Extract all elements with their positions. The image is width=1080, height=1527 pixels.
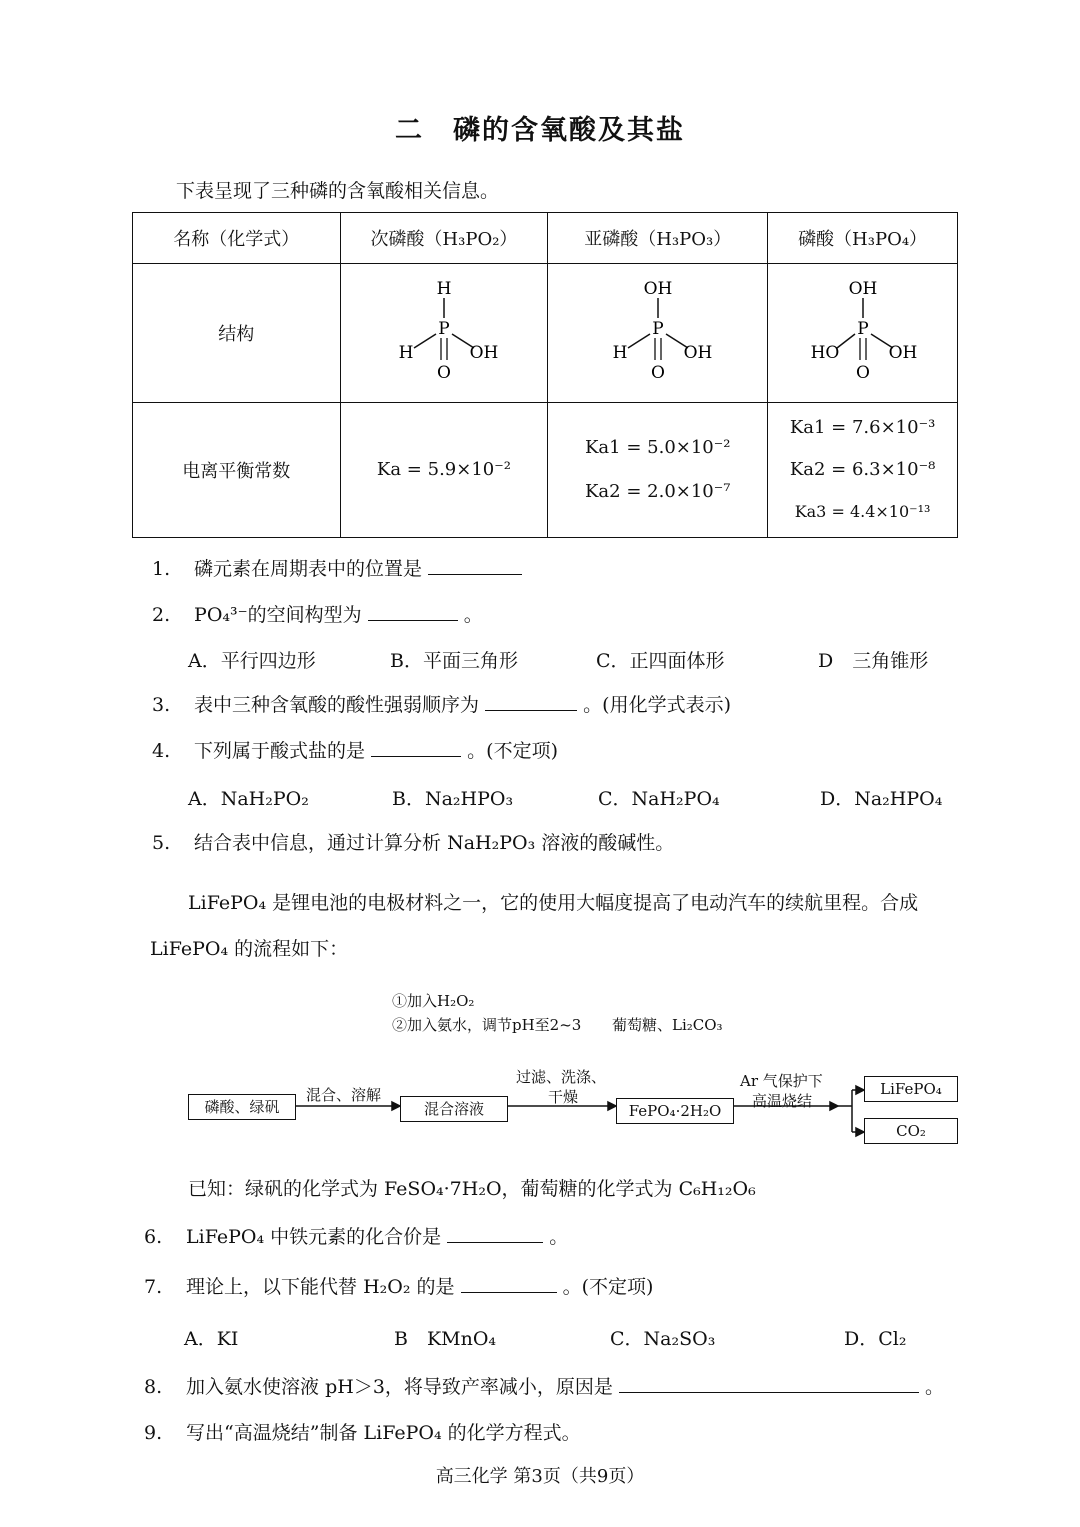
question-5 (152, 828, 674, 855)
answer-blank[interactable] (447, 1224, 543, 1243)
question-number: 8. (144, 1376, 163, 1398)
q4-option-b[interactable]: B．Na₂HPO₃ (392, 788, 514, 810)
question-text-end: 。 (925, 1376, 945, 1398)
q7-option-c[interactable]: C．Na₂SO₃ (610, 1328, 716, 1350)
header-h3po2: 次磷酸（H₃PO₂） (340, 213, 548, 264)
constant-h3po2 (340, 403, 548, 538)
question-text: 理论上，以下能代替 H₂O₂ 的是 (186, 1276, 455, 1298)
acid-info-table (132, 212, 958, 538)
ka1-value: Ka1 = 5.0×10⁻² (584, 437, 731, 458)
passage-line-2: LiFePO₄ 的流程如下： (150, 938, 349, 960)
box-co2: CO₂ (864, 1118, 958, 1144)
atom-center: P (652, 318, 664, 339)
question-number: 9. (144, 1422, 163, 1444)
answer-blank[interactable] (371, 738, 461, 757)
question-text-end: 。 (463, 604, 483, 626)
table-structure-row (133, 264, 958, 403)
atom-bottom: O (650, 362, 665, 383)
h3po4-structure-diagram (793, 276, 933, 386)
structure-h3po4 (768, 264, 958, 403)
passage-line-1: LiFePO₄ 是锂电池的电极材料之一，它的使用大幅度提高了电动汽车的续航里程。合成 (188, 892, 919, 914)
question-text: 写出“高温烧结”制备 LiFePO₄ 的化学方程式。 (186, 1422, 581, 1444)
q7-option-b[interactable]: B KMnO₄ (394, 1328, 497, 1350)
section-title: 二 磷的含氧酸及其盐 (395, 115, 685, 146)
question-number: 4. (152, 740, 171, 762)
q4-option-d[interactable]: D．Na₂HPO₄ (820, 788, 943, 810)
q2-option-c[interactable]: C．正四面体形 (596, 650, 725, 672)
answer-blank[interactable] (428, 556, 522, 575)
question-number: 1. (152, 558, 171, 580)
arrow-label-sinter: 高温烧结 (752, 1092, 813, 1110)
ka3-value: Ka3 = 4.4×10⁻¹³ (794, 502, 931, 521)
q7-option-a[interactable]: A．KI (184, 1328, 239, 1350)
q2-option-a[interactable]: A．平行四边形 (188, 650, 316, 672)
structure-label: 结构 (133, 264, 341, 403)
ka-value: Ka = 5.9×10⁻² (376, 459, 511, 480)
atom-bottom: O (436, 362, 451, 383)
arrow-label-ar: Ar 气保护下 (740, 1072, 823, 1090)
question-text: 加入氨水使溶液 pH＞3，将导致产率减小，原因是 (186, 1376, 613, 1398)
atom-right: OH (683, 342, 713, 363)
box-lifepo4: LiFePO₄ (864, 1076, 958, 1102)
question-text: 下列属于酸式盐的是 (194, 740, 366, 762)
question-number: 5. (152, 832, 171, 854)
question-7 (144, 1272, 653, 1299)
q2-option-d[interactable]: D 三角锥形 (818, 650, 929, 672)
atom-top: OH (643, 278, 673, 299)
atom-left: HO (810, 342, 839, 363)
question-text: 磷元素在周期表中的位置是 (194, 558, 423, 580)
atom-left: H (612, 342, 628, 363)
h3po3-structure-diagram (588, 276, 728, 386)
question-text-end: 。(不定项) (467, 740, 558, 762)
constant-h3po4 (768, 403, 958, 538)
header-name: 名称（化学式） (133, 213, 341, 264)
question-text: 表中三种含氧酸的酸性强弱顺序为 (194, 694, 480, 716)
atom-top: H (436, 278, 452, 299)
known-info: 已知：绿矾的化学式为 FeSO₄·7H₂O，葡萄糖的化学式为 C₆H₁₂O₆ (188, 1178, 756, 1200)
question-text-end: 。(不定项) (562, 1276, 654, 1298)
intro-text: 下表呈现了三种磷的含氧酸相关信息。 (176, 180, 500, 202)
box-fepo4: FePO₄·2H₂O (616, 1098, 734, 1124)
structure-h3po3 (548, 264, 768, 403)
question-6 (144, 1222, 568, 1249)
q4-option-c[interactable]: C．NaH₂PO₄ (598, 788, 720, 810)
ka2-value: Ka2 = 2.0×10⁻⁷ (584, 481, 731, 502)
condition-2: 葡萄糖、Li₂CO₃ (612, 1016, 723, 1034)
question-1 (152, 554, 522, 581)
header-h3po3: 亚磷酸（H₃PO₃） (548, 213, 768, 264)
question-text: PO₄³⁻的空间构型为 (194, 604, 362, 626)
question-text-end: 。(用化学式表示) (583, 694, 731, 716)
atom-top: OH (848, 278, 877, 299)
condition-1a: ①加入H₂O₂ (392, 992, 475, 1010)
q4-option-a[interactable]: A．NaH₂PO₂ (188, 788, 309, 810)
question-text-end: 。 (549, 1226, 569, 1248)
question-number: 2. (152, 604, 171, 626)
h3po2-structure-diagram (374, 276, 514, 386)
question-8 (144, 1372, 944, 1399)
box-mixed-solution: 混合溶液 (400, 1096, 508, 1122)
answer-blank[interactable] (619, 1374, 919, 1393)
atom-center: P (856, 318, 869, 339)
box-raw-materials: 磷酸、绿矾 (188, 1094, 296, 1120)
atom-bottom: O (855, 362, 870, 383)
ka1-value: Ka1 = 7.6×10⁻³ (789, 417, 936, 438)
table-constant-row (133, 403, 958, 538)
constant-label: 电离平衡常数 (133, 403, 341, 538)
question-number: 7. (144, 1276, 163, 1298)
answer-blank[interactable] (368, 602, 458, 621)
question-number: 3. (152, 694, 171, 716)
atom-left: H (398, 342, 414, 363)
table-header-row (133, 213, 958, 264)
answer-blank[interactable] (485, 692, 577, 711)
arrow-label-mix: 混合、溶解 (306, 1086, 382, 1104)
arrow-label-dry: 干燥 (548, 1088, 579, 1106)
question-9 (144, 1418, 581, 1445)
question-4 (152, 736, 558, 763)
structure-h3po2 (340, 264, 548, 403)
atom-right: OH (469, 342, 499, 363)
atom-center: P (438, 318, 450, 339)
question-text: LiFePO₄ 中铁元素的化合价是 (186, 1226, 442, 1248)
question-text: 结合表中信息，通过计算分析 NaH₂PO₃ 溶液的酸碱性。 (194, 832, 675, 854)
atom-right: OH (888, 342, 917, 363)
header-h3po4: 磷酸（H₃PO₄） (768, 213, 958, 264)
question-3 (152, 690, 731, 717)
constant-h3po3 (548, 403, 768, 538)
arrow-label-filter: 过滤、洗涤、 (516, 1068, 607, 1086)
q7-option-d[interactable]: D．Cl₂ (844, 1328, 907, 1350)
condition-1b: ②加入氨水，调节pH至2~3 (392, 1016, 582, 1034)
question-number: 6. (144, 1226, 163, 1248)
page-footer: 高三化学 第3页（共9页） (435, 1466, 645, 1487)
question-2 (152, 600, 483, 627)
q2-option-b[interactable]: B．平面三角形 (390, 650, 518, 672)
ka2-value: Ka2 = 6.3×10⁻⁸ (789, 459, 936, 480)
answer-blank[interactable] (461, 1274, 557, 1293)
